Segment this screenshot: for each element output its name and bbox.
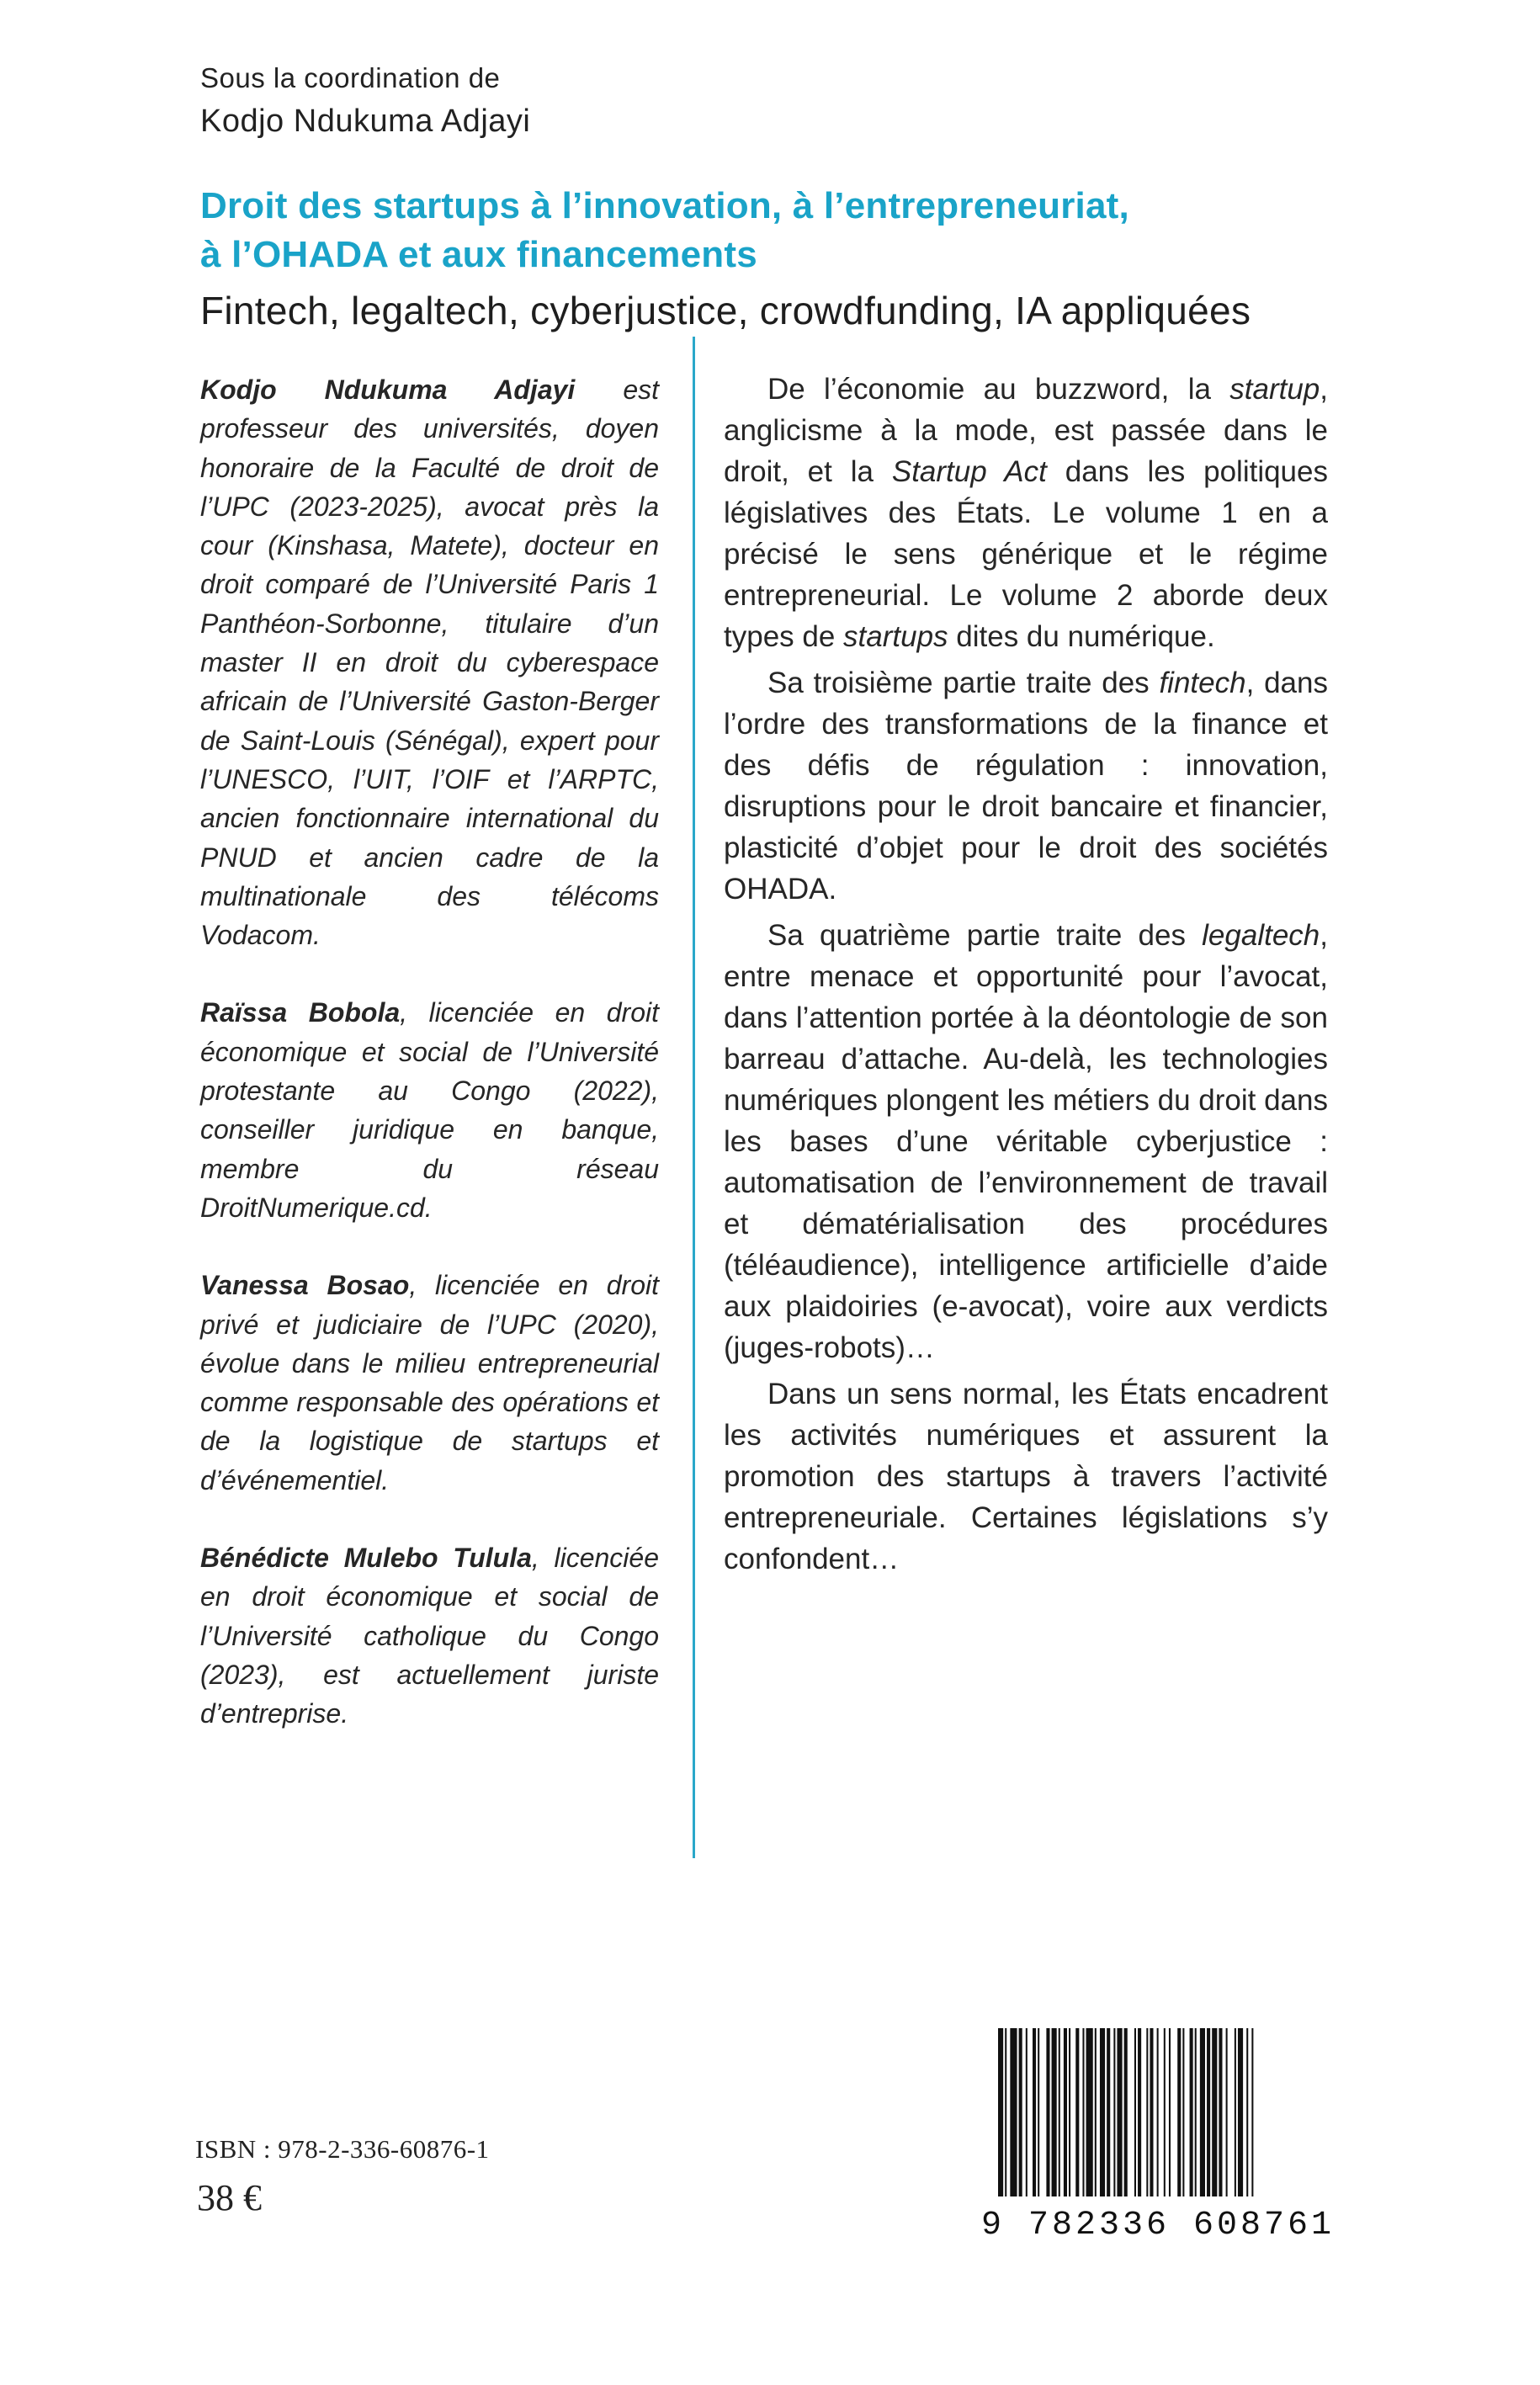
barcode-bar <box>1069 2028 1070 2196</box>
barcode-bar <box>1195 2028 1197 2196</box>
barcode-bar <box>1033 2028 1036 2196</box>
barcode-bar <box>1134 2028 1136 2196</box>
author-bio-text: , licenciée en droit économique et social de l’Université catholique du Congo (2023), est actuellement juriste d’entreprise. <box>200 1543 660 1729</box>
barcode-bar <box>1059 2028 1060 2196</box>
editor-name: Kodjo Ndukuma Adjayi <box>200 104 531 139</box>
summary-text-italic: legaltech <box>1202 919 1320 952</box>
barcode-bar <box>1251 2028 1253 2196</box>
barcode-bar <box>1157 2028 1159 2196</box>
book-subtitle: Fintech, legaltech, cyberjustice, crowdfunding, IA appliquées <box>200 289 1251 332</box>
barcode-bar <box>1107 2028 1110 2196</box>
summary-paragraph-3 <box>724 915 1328 1368</box>
summary-text-italic: Startup Act <box>891 455 1047 488</box>
barcode-bar <box>1010 2028 1017 2196</box>
coordination-label: Sous la coordination de <box>200 62 501 93</box>
author-bio-text: , licenciée en droit économique et social de l’Université protestante au Congo (2022), conseiller juridique en banque, membre du réseau DroitNumerique.cd. <box>200 997 659 1223</box>
summary-paragraph-2 <box>724 662 1328 910</box>
barcode-bar <box>1038 2028 1039 2196</box>
summary-text: , dans l’ordre des transformations de la finance et des défis de régulation : innovation, disruptions pour le droit bancaire et financier, plasticité d’objet pour le droit des sociétés OHADA. <box>724 667 1328 906</box>
summary-column <box>724 369 1328 1585</box>
barcode-bar <box>1246 2028 1248 2196</box>
barcode-bar <box>1082 2028 1084 2196</box>
barcode-bar <box>1005 2028 1006 2196</box>
summary-text: Dans un sens normal, les États encadrent les activités numériques et assurent la promotion des startups à travers l’activité entrepreneuriale. Certaines législations s’y confondent… <box>724 1378 1328 1575</box>
barcode-bar <box>1146 2028 1148 2196</box>
summary-text: Sa troisième partie traite des <box>767 667 1160 699</box>
barcode-digits: 9 782336 608761 <box>981 2207 1335 2239</box>
barcode-bar <box>1052 2028 1057 2196</box>
barcode-bar <box>1169 2028 1171 2196</box>
barcode-bar <box>998 2028 1003 2196</box>
summary-paragraph-1 <box>724 369 1328 657</box>
summary-text: De l’économie au buzzword, la <box>767 373 1230 406</box>
author-bio <box>200 370 659 954</box>
summary-text-italic: fintech <box>1159 667 1246 699</box>
barcode-bar <box>1046 2028 1049 2196</box>
barcode <box>981 2028 1335 2239</box>
author-bio <box>200 993 659 1227</box>
barcode-bar <box>1026 2028 1028 2196</box>
barcode-bar <box>1064 2028 1067 2196</box>
barcode-bar <box>1226 2028 1228 2196</box>
author-name: Vanessa Bosao <box>200 1270 410 1301</box>
barcode-bar <box>1095 2028 1097 2196</box>
summary-paragraph-4 <box>724 1373 1328 1580</box>
barcode-bar <box>1238 2028 1243 2196</box>
barcode-bar <box>1219 2028 1222 2196</box>
barcode-bar <box>1138 2028 1141 2196</box>
barcode-bar <box>1212 2028 1217 2196</box>
author-bio <box>200 1266 659 1500</box>
column-divider <box>693 337 695 1858</box>
book-title-line-2: à l’OHADA et aux financements <box>200 234 757 275</box>
summary-text: , anglicisme à la mode, est passée dans le droit, et la <box>724 373 1328 488</box>
author-bio-text: est professeur des universités, doyen honoraire de la Faculté de droit de l’UPC (2023-2025), avocat près la cour (Kinshasa, Matete), docteur en droit comparé de l’Université Paris 1 Panthéon-Sorbonne, titulaire d’un master II en droit du cyberespace africain de l’Université Gaston-Berger de Saint-Louis (Sénégal), expert pour l’UNESCO, l’UIT, l’OIF et l’ARPTC, ancien fonctionnaire international du PNUD et ancien cadre de la multinationale des télécoms Vodacom. <box>200 374 660 951</box>
barcode-bar <box>1182 2028 1184 2196</box>
barcode-bar <box>1075 2028 1079 2196</box>
barcode-bar <box>1190 2028 1193 2196</box>
barcode-bar <box>1207 2028 1210 2196</box>
authors-column <box>200 370 659 1772</box>
summary-text-italic: startups <box>843 620 948 653</box>
barcode-bar <box>1164 2028 1166 2196</box>
header <box>200 59 1378 337</box>
author-bio <box>200 1538 659 1733</box>
author-name: Raïssa Bobola <box>200 997 401 1028</box>
barcode-bar <box>1100 2028 1105 2196</box>
summary-text: dites du numérique. <box>948 620 1215 653</box>
author-name: Bénédicte Mulebo Tulula <box>200 1543 532 1574</box>
summary-text: , entre menace et opportunité pour l’avocat, dans l’attention portée à la déontologie de son barreau d’attache. Au-delà, les technologies numériques plongent les métiers du droit dans les bases d’une véritable cyberjustice : automatisation de l’environnement de travail et dématérialisation des procédures (téléaudience), intelligence artificielle d’aide aux plaidoiries (e-avocat), voire aux verdicts (juges-robots)… <box>724 919 1328 1364</box>
barcode-bar <box>1019 2028 1022 2196</box>
isbn: ISBN : 978-2-336-60876-1 <box>195 2134 490 2164</box>
author-name: Kodjo Ndukuma Adjayi <box>200 374 576 405</box>
barcode-bar <box>1086 2028 1093 2196</box>
barcode-bar <box>1200 2028 1205 2196</box>
book-title <box>200 182 1378 279</box>
barcode-bar <box>1177 2028 1181 2196</box>
barcode-bar <box>1113 2028 1115 2196</box>
price: 38 € <box>197 2177 262 2218</box>
barcode-bars <box>998 2028 1253 2196</box>
barcode-bar <box>1117 2028 1122 2196</box>
barcode-bar <box>1124 2028 1128 2196</box>
barcode-bar <box>1150 2028 1153 2196</box>
summary-text: dans les politiques législatives des États. Le volume 1 en a précisé le sens générique et le régime entrepreneurial. Le volume 2 aborde deux types de <box>724 455 1328 653</box>
summary-text: Sa quatrième partie traite des <box>767 919 1203 952</box>
author-bio-text: , licenciée en droit privé et judiciaire de l’UPC (2020), évolue dans le milieu entrepreneurial comme responsable des opérations et de la logistique de startups et d’événementiel. <box>200 1270 660 1495</box>
summary-text-italic: startup <box>1229 373 1320 406</box>
barcode-bar <box>1235 2028 1236 2196</box>
book-title-line-1: Droit des startups à l’innovation, à l’entrepreneuriat, <box>200 185 1129 226</box>
